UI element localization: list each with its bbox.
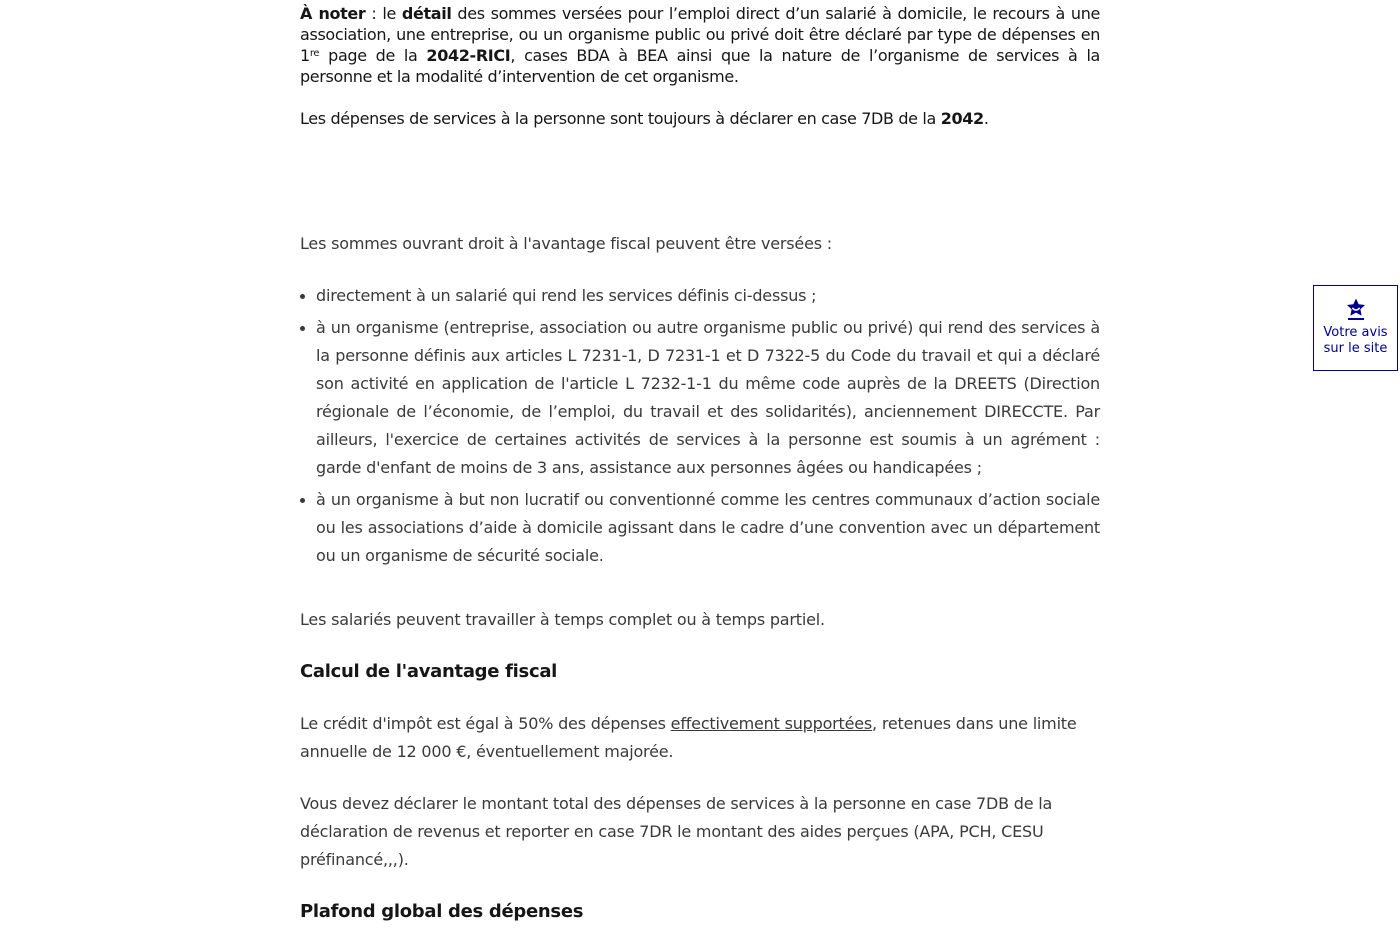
section-heading-plafond: Plafond global des dépenses (300, 901, 584, 922)
credit-paragraph (300, 710, 1080, 766)
note-text-c: , cases BDA à BEA ainsi que la nature de l’organisme de services à la personne et la modalité d’intervention de cet organisme. (300, 46, 1101, 86)
effectively-supported-link[interactable]: effectivement supportées (670, 714, 873, 733)
note-text-b: page de la (319, 46, 427, 65)
star-badge-icon (1344, 297, 1368, 321)
declare-paragraph: Vous devez déclarer le montant total des dépenses de services à la personne en case 7DB de la déclaration de revenus et reporter en case 7DR le montant des aides perçues (APA, PCH, CESU préfinancé,,,). (300, 794, 1053, 869)
bullet-dot (300, 498, 305, 503)
note-separator: : le (365, 4, 402, 23)
note-superscript: re (309, 48, 320, 59)
note-label: À noter (300, 4, 366, 23)
list-item (300, 314, 1100, 482)
note-paragraph-2 (300, 108, 1100, 129)
note-line2-form: 2042 (940, 109, 984, 128)
list-item (300, 486, 1100, 570)
credit-text-after: , retenues dans une limite annuelle de 12 000 €, éventuellement majorée. (300, 714, 1077, 761)
bullet-dot (300, 294, 305, 299)
note-form-name: 2042-RICI (426, 46, 511, 65)
list-item-text: à un organisme à but non lucratif ou conventionné comme les centres communaux d’action sociale ou les associations d’aide à domicile agissant dans le cadre d’une convention avec un département ou un organisme de sécurité sociale. (316, 490, 1100, 565)
note-paragraph (300, 3, 1100, 87)
feedback-label: Votre avis sur le site (1323, 325, 1388, 356)
list-item-text: à un organisme (entreprise, association ou autre organisme public ou privé) qui rend des services à la personne définis aux articles L 7231-1, D 7231-1 et D 7322-5 du Code du travail et qui a déclaré son activité en application de l'article L 7232-1-1 du même code auprès de la DREETS (Direction régionale de l’économie, de l’emploi, du travail et des solidarités), anciennement DIRECCTE. Par ailleurs, l'exercice de certaines activités de services à la personne est soumis à un agrément : garde d'enfant de moins de 3 ans, assistance aux personnes âgées ou handicapées ; (316, 318, 1100, 477)
note-line2-text: Les dépenses de services à la personne sont toujours à déclarer en case 7DB de la (300, 109, 941, 128)
payment-recipients-list (300, 282, 1100, 574)
intro-paragraph: Les sommes ouvrant droit à l'avantage fiscal peuvent être versées : (300, 234, 832, 253)
note-text-a: des sommes versées pour l’emploi direct d’un salarié à domicile, le recours à une association, une entreprise, ou un organisme public ou privé doit être déclaré par type de dépenses en 1 (300, 4, 1100, 65)
note-detail-word: détail (401, 4, 452, 23)
list-item (300, 282, 1100, 310)
salaries-paragraph: Les salariés peuvent travailler à temps complet ou à temps partiel. (300, 610, 825, 629)
bullet-dot (300, 326, 305, 331)
credit-text-before: Le crédit d'impôt est égal à 50% des dépenses (300, 714, 671, 733)
feedback-button[interactable] (1313, 285, 1398, 371)
section-heading-calcul: Calcul de l'avantage fiscal (300, 661, 558, 682)
list-item-text: directement à un salarié qui rend les services définis ci-dessus ; (316, 286, 817, 305)
note-line2-end: . (983, 109, 989, 128)
